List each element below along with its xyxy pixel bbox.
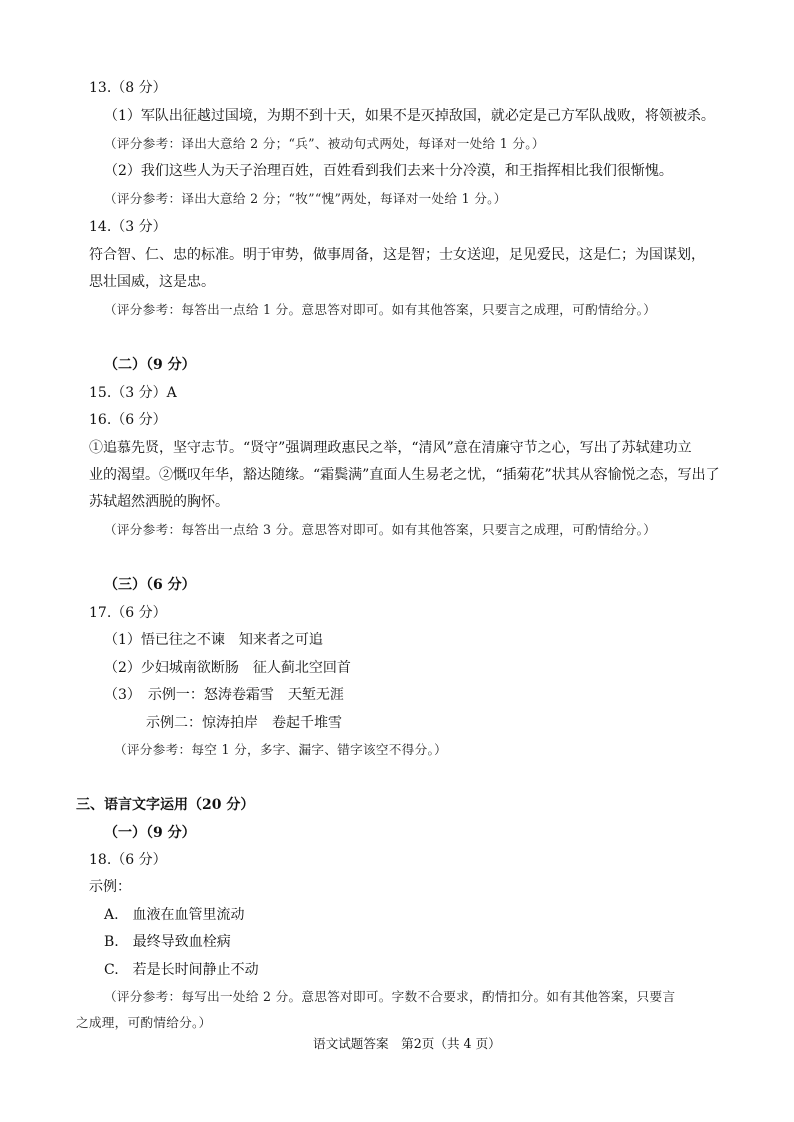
q14-answer-line-2: 思壮国威，这是忠。 xyxy=(89,274,215,290)
section-3-header: 三、语言文字运用（20 分） xyxy=(76,797,255,813)
q13-header: 13.（8 分） xyxy=(89,80,167,96)
q17-header: 17.（6 分） xyxy=(89,605,167,621)
q13-answer-2: （2）我们这些人为天子治理百姓，百姓看到我们去来十分冷漠，和王指挥相比我们很惭愧。 xyxy=(104,163,673,179)
page-footer: 语文试题答案 第2页（共 4 页） xyxy=(313,1036,501,1051)
q18-example-label: 示例： xyxy=(89,879,131,895)
q13-scoring-note-2: （评分参考：译出大意给 2 分；“牧”“愧”两处，每译对一处给 1 分。） xyxy=(104,191,507,206)
q16-answer-line-2: 业的渴望。②慨叹年华，豁达随缘。“霜鬓满”直面人生易老之忧，“插菊花”状其从容愉悦之态，写出了 xyxy=(89,467,720,483)
q14-answer-line-1: 符合智、仁、忠的标准。明于审势，做事周备，这是智；士女送迎，足见爱民，这是仁；为国谋划， xyxy=(89,247,705,263)
q17-item-1: （1）悟已往之不谏 知来者之可追 xyxy=(104,632,323,648)
part-2-header: （二）（9 分） xyxy=(104,357,196,373)
q16-answer-line-3: 苏轼超然洒脱的胸怀。 xyxy=(89,494,229,510)
section-3-part-1-header: （一）（9 分） xyxy=(104,825,196,841)
q15-answer: 15.（3 分）A xyxy=(89,385,177,401)
q14-header: 14.（3 分） xyxy=(89,219,167,235)
q16-scoring-note: （评分参考：每答出一点给 3 分。意思答对即可。如有其他答案，只要言之成理，可酌情给分。） xyxy=(104,522,657,537)
q14-scoring-note: （评分参考：每答出一点给 1 分。意思答对即可。如有其他答案，只要言之成理，可酌情给分。） xyxy=(104,302,657,317)
q17-item-3: （3） 示例一：怒涛卷霜雪 天堑无涯 xyxy=(104,687,344,703)
q18-option-b: B. 最终导致血栓病 xyxy=(104,934,231,950)
q17-item-3-example-2: 示例二：惊涛拍岸 卷起千堆雪 xyxy=(146,715,342,731)
q18-header: 18.（6 分） xyxy=(89,852,167,868)
q16-answer-line-1: ①追慕先贤，坚守志节。“贤守”强调理政惠民之举，“清风”意在清廉守节之心，写出了苏轼建功立 xyxy=(89,440,692,456)
q17-item-2: （2）少妇城南欲断肠 征人蓟北空回首 xyxy=(104,660,351,676)
q13-answer-1: （1）军队出征越过国境，为期不到十天，如果不是灭掉敌国，就必定是己方军队战败，将领被杀。 xyxy=(104,108,715,124)
q18-option-c: C. 若是长时间静止不动 xyxy=(104,962,259,978)
part-3-header: （三）（6 分） xyxy=(104,577,196,593)
q18-scoring-note-line-2: 之成理，可酌情给分。） xyxy=(76,1015,212,1030)
q13-scoring-note-1: （评分参考：译出大意给 2 分；“兵”、被动句式两处，每译对一处给 1 分。） xyxy=(104,136,545,151)
q18-scoring-note-line-1: （评分参考：每写出一处给 2 分。意思答对即可。字数不合要求，酌情扣分。如有其他答案，只要言 xyxy=(104,989,676,1004)
q16-header: 16.（6 分） xyxy=(89,412,167,428)
q17-scoring-note: （评分参考：每空 1 分，多字、漏字、错字该空不得分。） xyxy=(114,742,447,757)
q18-option-a: A. 血液在血管里流动 xyxy=(104,907,245,923)
